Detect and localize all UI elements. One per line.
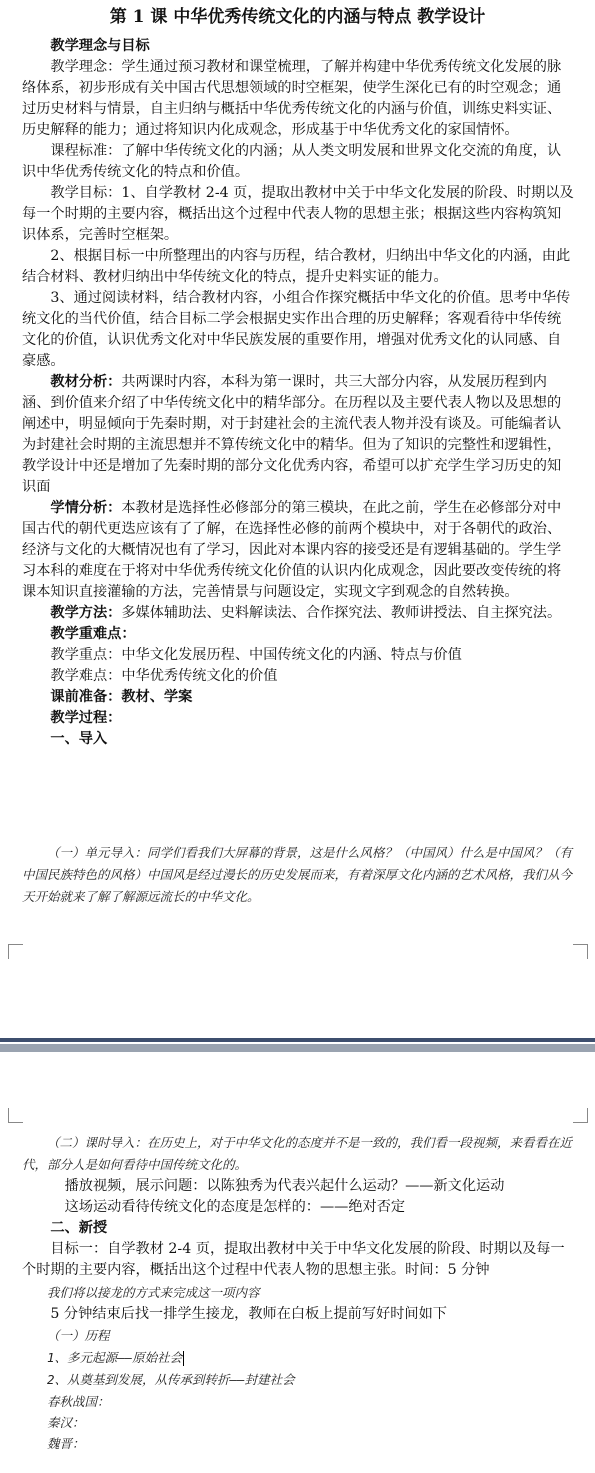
paragraph-goal-1: 教学目标：1、自学教材 2-4 页，提取出教材中关于中华文化发展的阶段、时期以及每一个时期的主要内容，概括出这个过程中代表人物的思想主张；根据这些内容构筑知识体系，完善时空框架。: [22, 185, 574, 243]
paragraph-prep: 课前准备：教材、学案: [50, 689, 193, 705]
paragraph-key: 教学重点：中华文化发展历程、中国传统文化的内涵、特点与价值: [50, 647, 462, 663]
paragraph-concept: 教学理念：学生通过预习教材和课堂梳理，了解并构建中华优秀传统文化发展的脉络体系，初步形成有关中国古代思想领域的时空框架，使学生深化已有的时空观念；通过历史材料与情景，自主归纳与概括中华优秀传统文化的内涵与价值，训练史料实证、历史解释的能力；通过将知识内化成观念，形成基于中华优秀文化的家国情怀。: [22, 59, 562, 138]
text-cursor: [183, 1351, 184, 1366]
section-heading-goals: 教学理念与目标: [50, 38, 150, 54]
separator-line: [0, 1038, 595, 1042]
paragraph-goal-3: 3、通过阅读材料，结合教材内容，小组合作探究概括中华文化的价值。思考中华传统文化的当代价值，结合目标二学会根据史实作出合理的历史解释；客观看待中华传统文化的价值，认识优秀文化对中华民族发展的重要作用，增强对优秀文化的认同感、自豪感。: [22, 290, 571, 369]
paragraph-difficulty: 教学难点：中华优秀传统文化的价值: [50, 668, 278, 684]
text-unit-intro: （一）单元导入：同学们看我们大屏幕的背景，这是什么风格？（中国风）什么是中国风？（有中国民族特色的风格）中国风是经过漫长的历史发展而来，有着深厚文化内涵的艺术风格，我们从今天开始就来了解了解源远流长的中华文化。: [22, 845, 573, 904]
page-corner-mark: [8, 944, 23, 959]
document-page-2: [0, 1058, 595, 1473]
heading-history: （一）历程: [47, 1328, 110, 1343]
label-student: 学情分析：: [50, 500, 122, 516]
page-corner-mark: [573, 944, 588, 959]
paragraph-relay-2: 5 分钟结束后找一排学生接龙，教师在白板上提前写好时间如下: [50, 1306, 447, 1322]
page-corner-mark: [8, 1108, 23, 1123]
heading-keypoints: 教学重难点：: [50, 626, 136, 642]
paragraph-attitude: 这场运动看待传统文化的态度是怎样的：——绝对否定: [64, 1199, 406, 1215]
label-material: 教材分析：: [50, 374, 122, 390]
paragraph-video: 播放视频，展示问题：以陈独秀为代表兴起什么运动？——新文化运动: [64, 1178, 505, 1194]
paragraph-relay: 我们将以接龙的方式来完成这一项内容: [47, 1285, 260, 1300]
paragraph-target-1: 目标一：自学教材 2-4 页，提取出教材中关于中华文化发展的阶段、时期以及每一个时期的主要内容，概括出这个过程中代表人物的思想主张。时间：5 分钟: [22, 1241, 565, 1278]
paragraph-process: 教学过程：: [50, 710, 122, 726]
era-wei-jin: 魏晋：: [47, 1436, 85, 1451]
page-corner-mark: [573, 1108, 588, 1123]
paragraph-lesson-intro: （二）课时导入：在历史上，对于中华文化的态度并不是一致的，我们看一段视频，来看看在近代，部分人是如何看待中国传统文化的。: [22, 1135, 573, 1172]
paragraph-method: [22, 603, 575, 624]
page-2-body: [22, 1132, 575, 1454]
label-method: 教学方法：: [50, 605, 122, 621]
text-material: 共两课时内容，本科为第一课时，共三大部分内容，从发展历程到内涵、到价值来介绍了中华传统文化中的精华部分。在历程以及主要代表人物以及思想的阐述中，明显倾向于先秦时期，对于封建社会的主流代表人物并没有谈及。可能编者认为封建社会时期的主流思想并不算传统文化中的精华。但为了知识的完整性和逻辑性，教学设计中还是增加了先秦时期的部分文化优秀内容，希望可以扩充学生学习历史的知识面: [22, 374, 562, 495]
paragraph-goal-2: 2、根据目标一中所整理出的内容与历程，结合教材，归纳出中华文化的内涵，由此结合材料、教材归纳出中华传统文化的特点，提升史料实证的能力。: [22, 248, 571, 285]
page-1-body: [22, 36, 575, 750]
era-qin-han: 秦汉：: [47, 1415, 85, 1430]
paragraph-material-analysis: [22, 372, 575, 498]
era-spring-autumn: 春秋战国：: [47, 1394, 110, 1409]
paragraph-student-analysis: [22, 498, 575, 603]
paragraph-standard: 课程标准：了解中华传统文化的内涵；从人类文明发展和世界文化交流的角度，认识中华优秀传统文化的特点和价值。: [22, 143, 562, 180]
heading-new: 二、新授: [50, 1220, 108, 1236]
text-student: 本教材是选择性必修部分的第三模块，在此之前，学生在必修部分对中国古代的朝代更迭应该有了了解，在选择性必修的前两个模块中，对于各朝代的政治、经济与文化的大概情况也有了学习，因此对本课内容的接受还是有逻辑基础的。学生学习本科的难度在于将对中华优秀传统文化价值的认识内化成观念，因此要改变传统的将课本知识直接灌输的方法，完善情景与问题设定，实现文字到观念的自然转换。: [22, 500, 562, 600]
list-item-2: 2、从奠基到发展，从传承到转折——封建社会: [47, 1372, 295, 1387]
text-method: 多媒体辅助法、史料解读法、合作探究法、教师讲授法、自主探究法。: [121, 605, 562, 621]
paragraph-unit-intro: [22, 842, 575, 908]
document-title: 第 1 课 中华优秀传统文化的内涵与特点 教学设计: [109, 7, 486, 27]
heading-intro: 一、导入: [50, 731, 108, 747]
text-item-1: 1、多元起源——原始社会: [47, 1350, 183, 1365]
page-separator: [0, 1028, 595, 1058]
separator-band: [0, 1044, 595, 1052]
list-item-1: [22, 1347, 575, 1369]
